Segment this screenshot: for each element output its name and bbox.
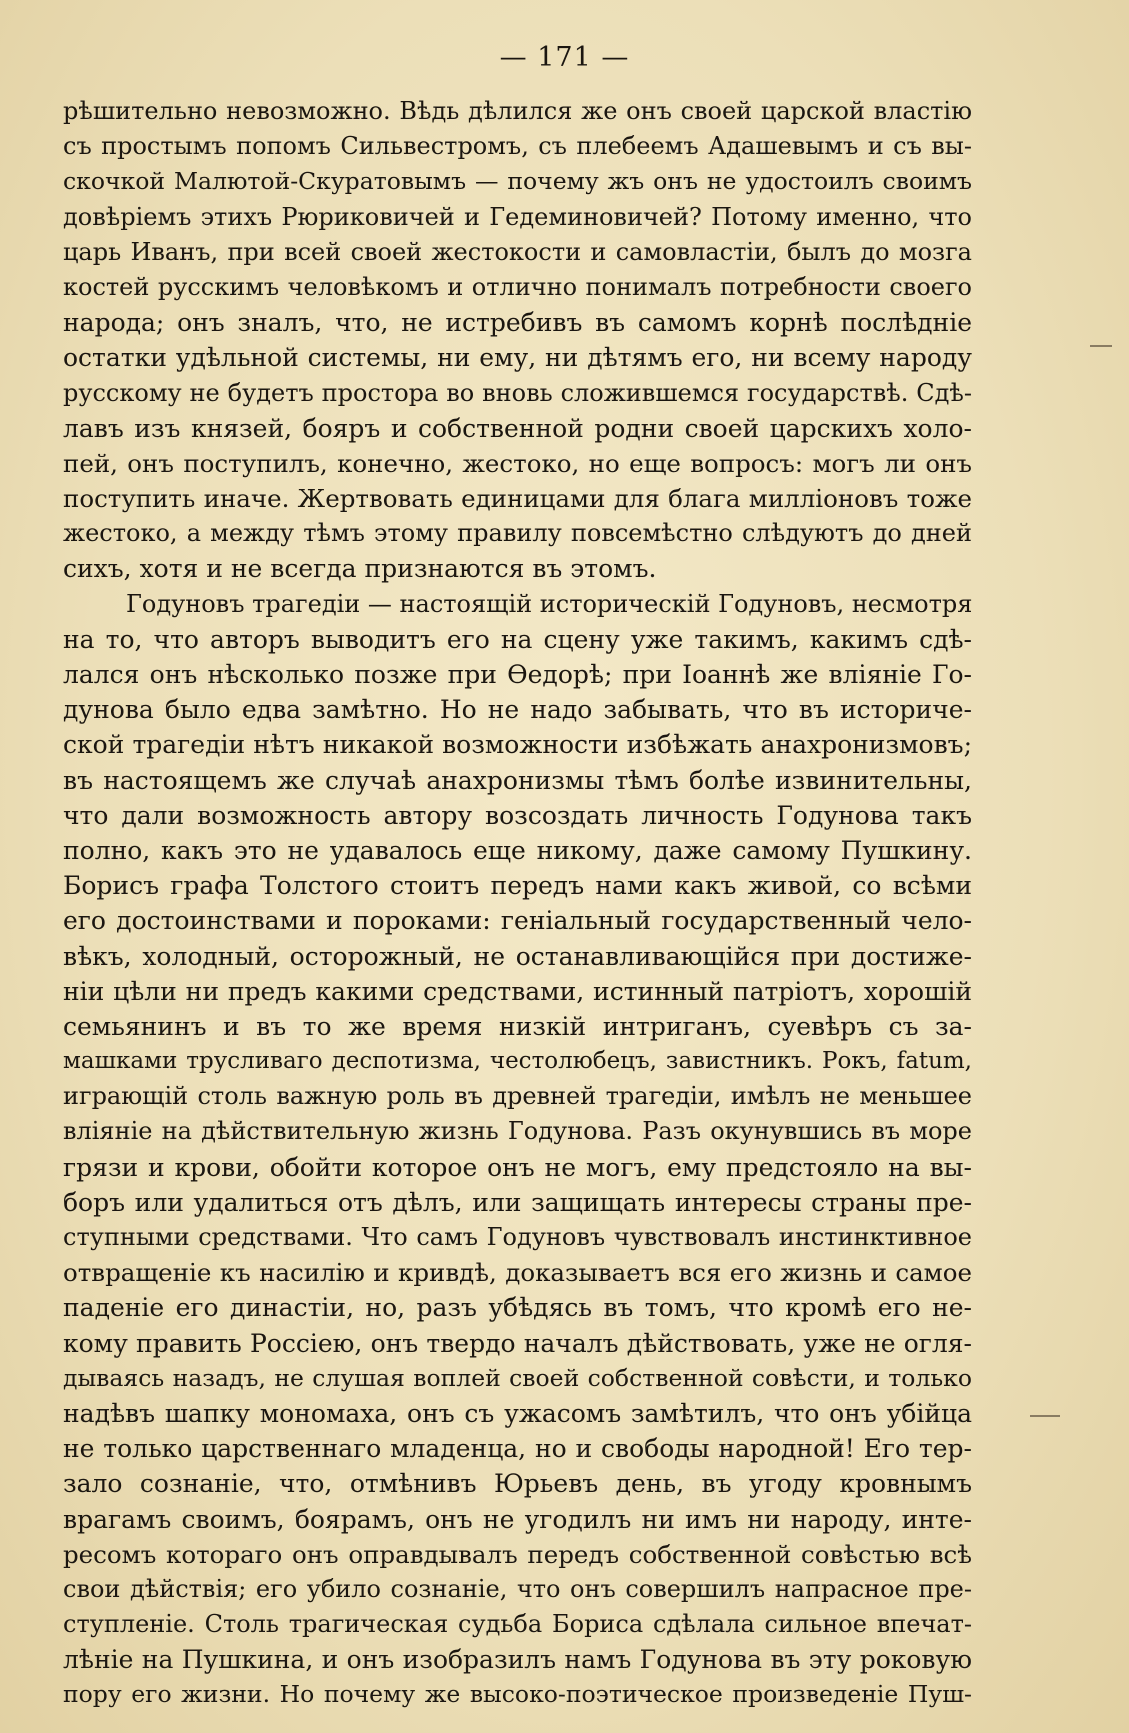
text-line: сихъ, хотя и не всегда признаются въ этомъ. [63,554,657,584]
text-line: свои дѣйствія; его убило сознаніе, что онъ совершилъ напрасное пре- [63,1574,972,1603]
text-line: довѣріемъ этихъ Рюриковичей и Гедеминовичей? Потому именно, что [63,202,972,231]
text-line: боръ или удалиться отъ дѣлъ, или защищать интересы страны пре- [63,1187,972,1217]
text-line: что дали возможность автору возсоздать личность Годунова такъ [63,800,972,830]
text-line: въ настоящемъ же случаѣ анахронизмы тѣмъ болѣе извинительны, [63,765,972,795]
text-line: ской трагедіи нѣтъ никакой возможности избѣжать анахронизмовъ; [63,730,972,760]
page-number: — 171 — [499,42,630,73]
text-line: вѣкъ, холодный, осторожный, не останавливающійся при достиже- [63,941,972,971]
text-line: дываясь назадъ, не слушая воплей своей собственной совѣсти, и только [63,1363,972,1392]
text-line: не только царственнаго младенца, но и свободы народной! Его тер- [63,1434,972,1464]
text-line: на то, что авторъ выводитъ его на сцену уже такимъ, какимъ сдѣ- [63,624,972,654]
text-line: ступленіе. Столь трагическая судьба Бориса сдѣлала сильное впечат- [63,1610,972,1639]
text-line: царь Иванъ, при всей своей жестокости и самовластіи, былъ до мозга [63,237,972,266]
text-line: отвращеніе къ насилію и кривдѣ, доказываетъ вся его жизнь и самое [63,1258,972,1288]
text-line: ступными средствами. Что самъ Годуновъ чувствовалъ инстинктивное [63,1223,972,1251]
text-line: ресомъ котораго онъ оправдывалъ передъ собственной совѣстью всѣ [63,1539,972,1569]
text-line: ніи цѣли ни предъ какими средствами, истинный патріотъ, хорошій [63,976,972,1006]
text-line: его достоинствами и пороками: геніальный государственный чело- [63,906,972,936]
text-line: полно, какъ это не удавалось еще никому, даже самому Пушкину. [63,835,972,865]
text-line: народа; онъ зналъ, что, не истребивъ въ самомъ корнѣ послѣдніе [63,308,972,338]
text-line: Борисъ графа Толстого стоитъ передъ нами какъ живой, со всѣми [63,871,972,901]
text-line: пору его жизни. Но почему же высоко-поэтическое произведеніе Пуш- [63,1680,972,1709]
text-line: лавъ изъ князей, бояръ и собственной родни своей царскихъ холо- [63,413,972,443]
text-line: дунова было едва замѣтно. Но не надо забывать, что въ историче- [63,695,972,725]
text-line: Годуновъ трагедіи — настоящій историческій Годуновъ, несмотря [126,589,972,618]
text-line: поступить иначе. Жертвовать единицами для блага милліоновъ тоже [63,484,972,514]
text-line: рѣшительно невозможно. Вѣдь дѣлился же онъ своей царской властію [63,97,972,125]
text-line: грязи и крови, обойти которое онъ не могъ, ему предстояло на вы- [63,1152,972,1182]
text-line: машками трусливаго деспотизма, честолюбецъ, завистникъ. Рокъ, fatum, [63,1048,972,1075]
text-line: русскому не будетъ простора во вновь сложившемся государствѣ. Сдѣ- [63,378,972,407]
text-line: лался онъ нѣсколько позже при Ѳедорѣ; при Іоаннѣ же вліяніе Го- [63,660,972,689]
text-line: кому править Россіею, онъ твердо началъ дѣйствовать, уже не огля- [63,1328,972,1358]
body-text [63,94,972,1713]
text-line: зало сознаніе, что, отмѣнивъ Юрьевъ день, въ угоду кровнымъ [63,1469,972,1499]
text-line: семьянинъ и въ то же время низкій интриганъ, суевѣръ съ за- [63,1011,972,1041]
text-line: вліяніе на дѣйствительную жизнь Годунова. Разъ окунувшись въ море [63,1117,972,1146]
text-line: паденіе его династіи, но, разъ убѣдясь въ томъ, что кромѣ его не- [63,1293,972,1323]
text-line: лѣніе на Пушкина, и онъ изобразилъ намъ Годунова въ эту роковую [63,1645,972,1675]
text-line: пей, онъ поступилъ, конечно, жестоко, но еще вопросъ: могъ ли онъ [63,448,972,478]
margin-mark [1090,345,1112,347]
text-line: врагамъ своимъ, боярамъ, онъ не угодилъ ни имъ ни народу, инте- [63,1504,972,1534]
text-line: костей русскимъ человѣкомъ и отлично понималъ потребности своего [63,272,972,301]
text-line: съ простымъ попомъ Сильвестромъ, съ плебеемъ Адашевымъ и съ вы- [63,132,972,161]
text-line: жестоко, а между тѣмъ этому правилу повсемѣстно слѣдуютъ до дней [63,519,972,548]
margin-mark [1030,1415,1060,1417]
text-line: играющій столь важную роль въ древней трагедіи, имѣлъ не меньшее [63,1082,972,1111]
text-line: надѣвъ шапку мономаха, онъ съ ужасомъ замѣтилъ, что онъ убійца [63,1398,972,1428]
text-line: скочкой Малютой-Скуратовымъ — почему жъ онъ не удостоилъ своимъ [63,167,972,196]
text-line: остатки удѣльной системы, ни ему, ни дѣтямъ его, ни всему народу [63,343,972,373]
